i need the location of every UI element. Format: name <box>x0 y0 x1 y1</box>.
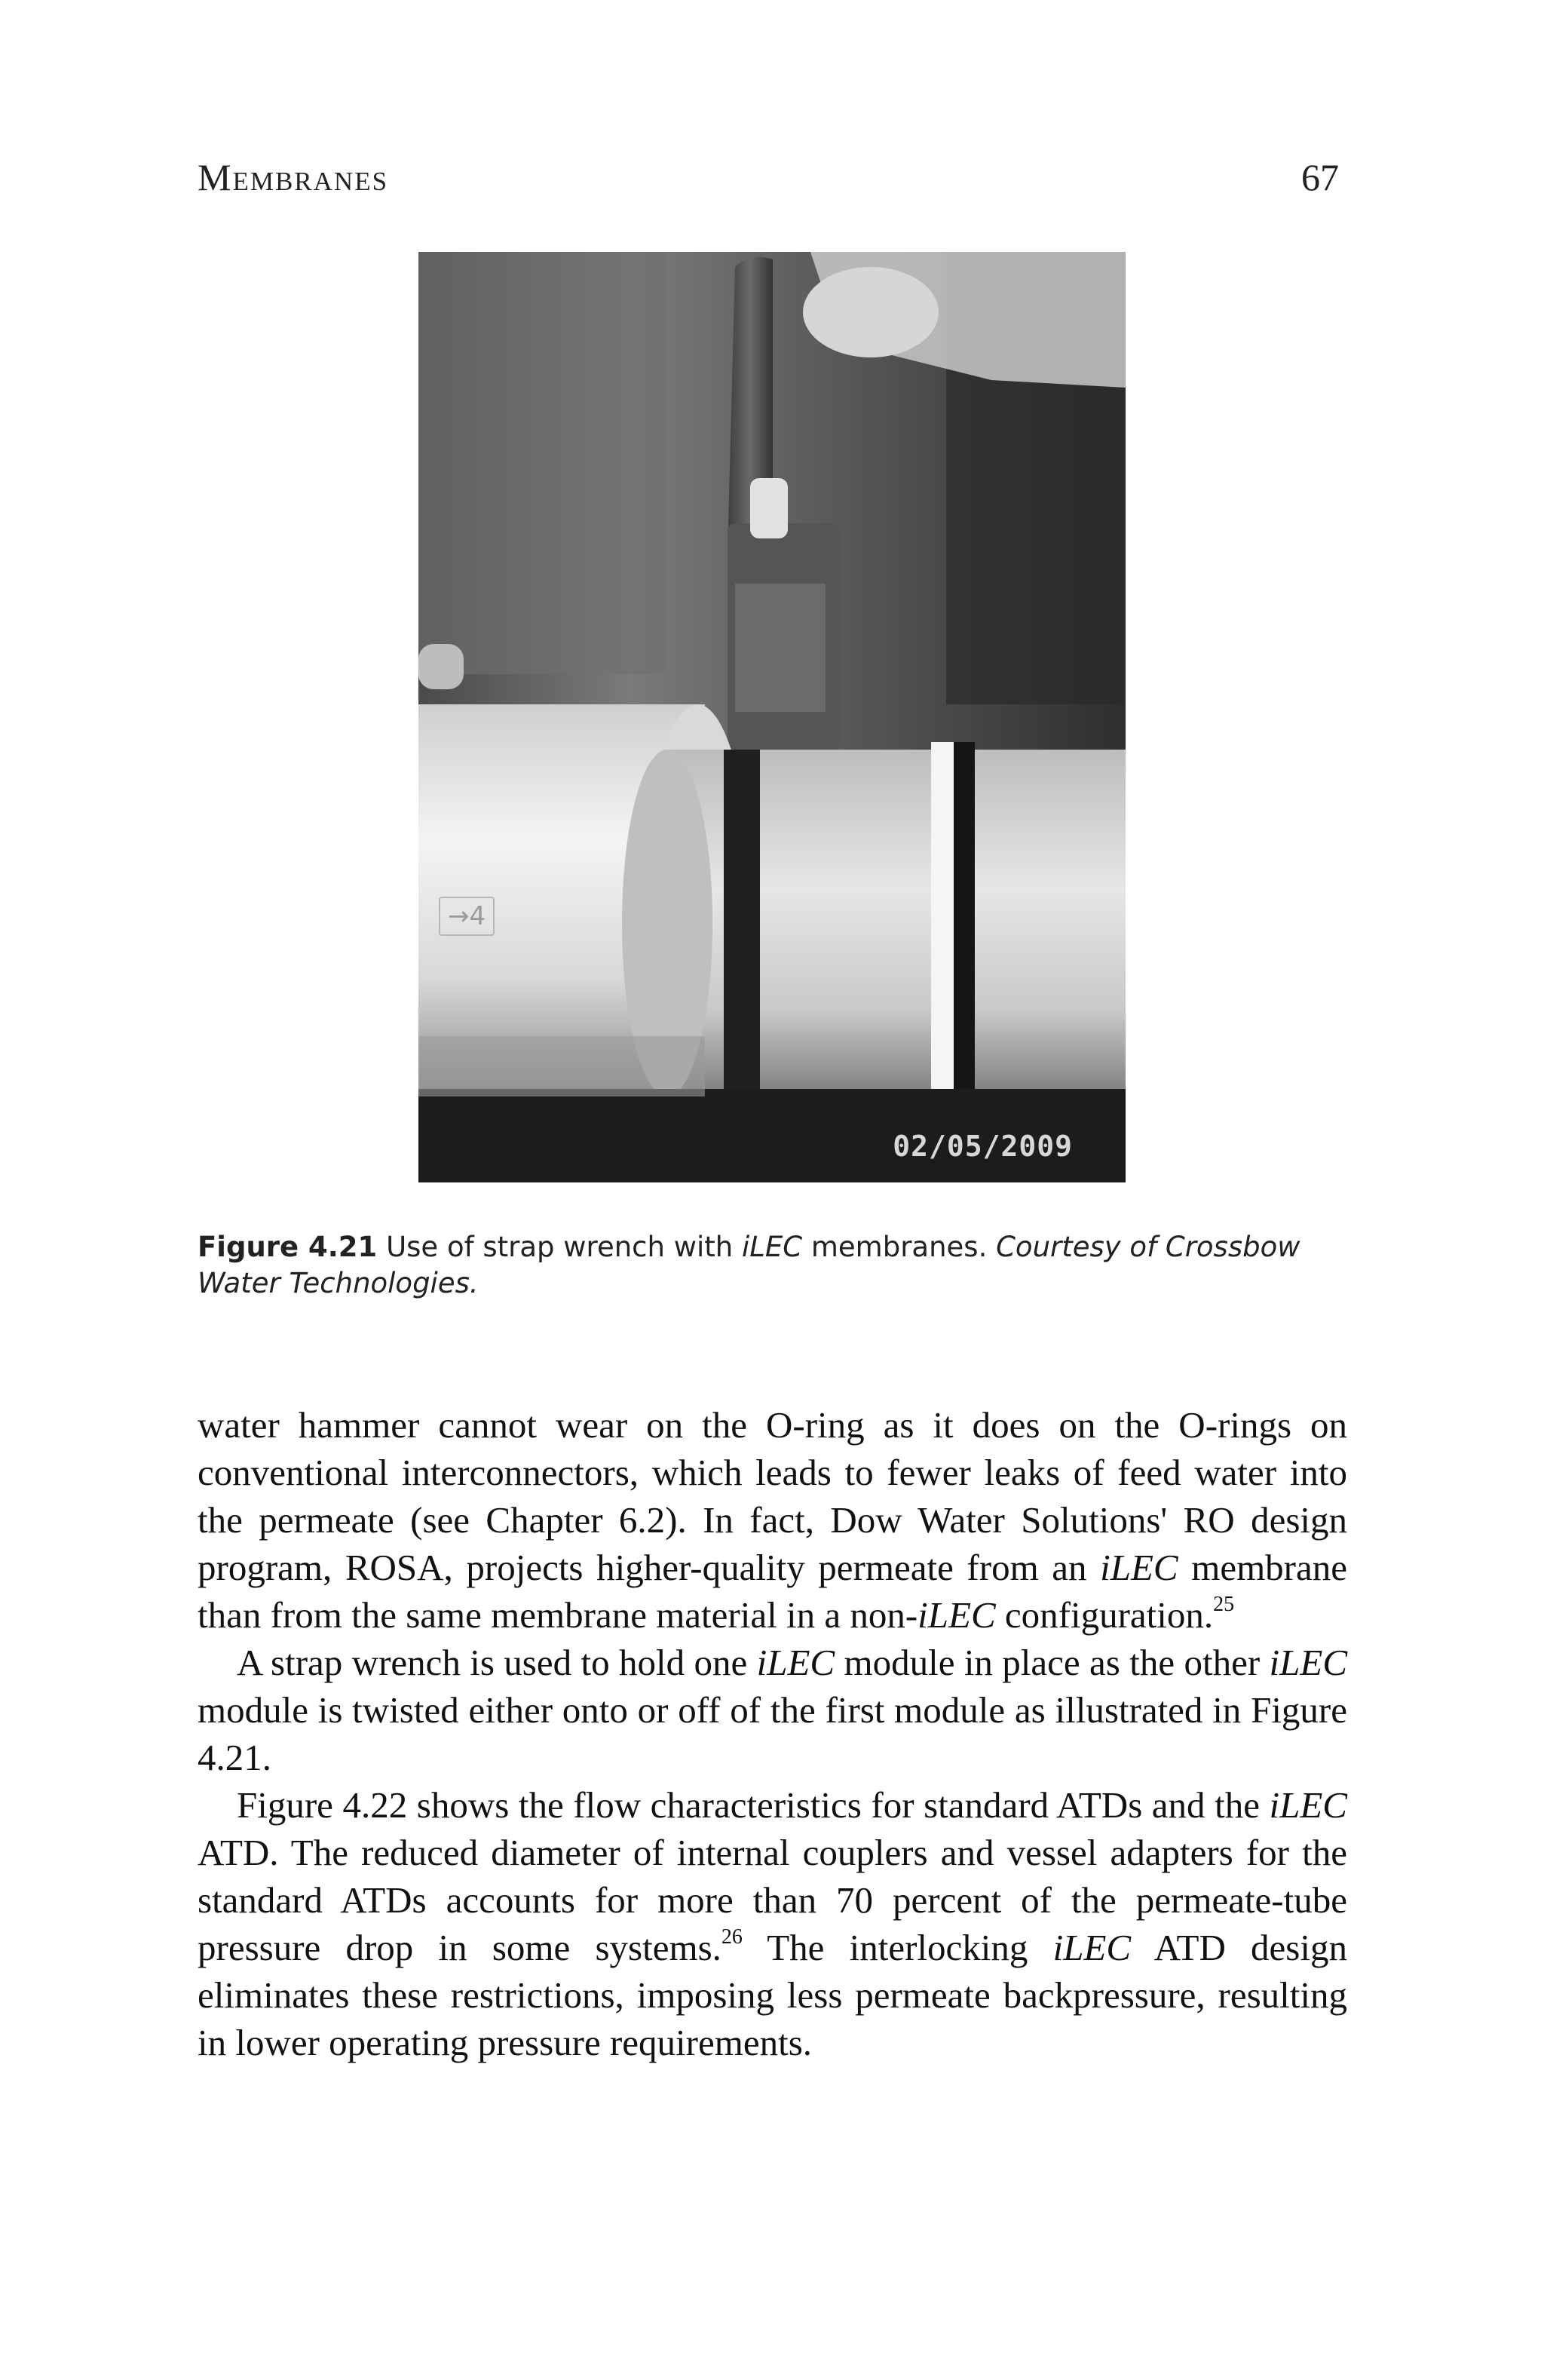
figure-number: Figure 4.21 <box>198 1231 378 1263</box>
photo-label: →4 <box>439 897 495 936</box>
ilec-term: iLEC <box>918 1594 996 1636</box>
reference-25: 25 <box>1213 1593 1235 1616</box>
paragraph-2 <box>198 1639 1347 1781</box>
text-run: water hammer cannot wear on the O-ring as it does on the O-rings on conventional interconnectors, which leads to fewer leaks of feed water into the permeate (see Chapter 6.2). In fact, Dow Water Solutions' RO design program, ROSA, projects higher-quality permeate from an <box>198 1404 1347 1588</box>
text-run: configuration. <box>995 1594 1214 1636</box>
caption-ilec: iLEC <box>741 1231 803 1263</box>
ilec-term: iLEC <box>1269 1784 1347 1826</box>
figure-photo <box>418 252 1126 1182</box>
text-run: ATD. The reduced diameter of internal couplers and vessel adapters for the standard ATDs accounts for more than 70 percent of the permeate-tube pressure drop in some systems. <box>198 1832 1347 1968</box>
body-text <box>198 1401 1347 2066</box>
text-run: A strap wrench is used to hold one <box>237 1642 757 1683</box>
photo-date-stamp: 02/05/2009 <box>893 1130 1073 1163</box>
caption-credit: Courtesy of Crossbow Water Technologies. <box>198 1231 1300 1299</box>
text-run: Figure 4.22 shows the flow characteristics for standard ATDs and the <box>237 1784 1270 1826</box>
caption-text-b: membranes. <box>802 1231 997 1263</box>
caption-text: Use of strap wrench with <box>386 1231 742 1263</box>
running-head: Membranes <box>198 156 389 198</box>
reference-26: 26 <box>721 1925 743 1949</box>
text-run: membrane than from the same membrane material in a non- <box>198 1547 1347 1636</box>
strap-wrench-photo <box>418 252 1126 1182</box>
paragraph-1 <box>198 1401 1347 1639</box>
text-run: module is twisted either onto or off of the first module as illustrated in Figure 4.21. <box>198 1689 1347 1778</box>
paragraph-3 <box>198 1781 1347 2066</box>
text-run: module in place as the other <box>835 1642 1270 1683</box>
ilec-term: iLEC <box>1269 1642 1348 1683</box>
ilec-term: iLEC <box>756 1642 835 1683</box>
text-run: ATD design eliminates these restrictions, imposing less permeate backpressure, resulting in lower operating pressure requirements. <box>198 1927 1347 2063</box>
text-run: The interlocking <box>742 1927 1053 1968</box>
figure-caption <box>198 1229 1343 1302</box>
ilec-term: iLEC <box>1052 1927 1132 1968</box>
page-number: 67 <box>1301 156 1339 198</box>
ilec-term: iLEC <box>1100 1547 1178 1588</box>
